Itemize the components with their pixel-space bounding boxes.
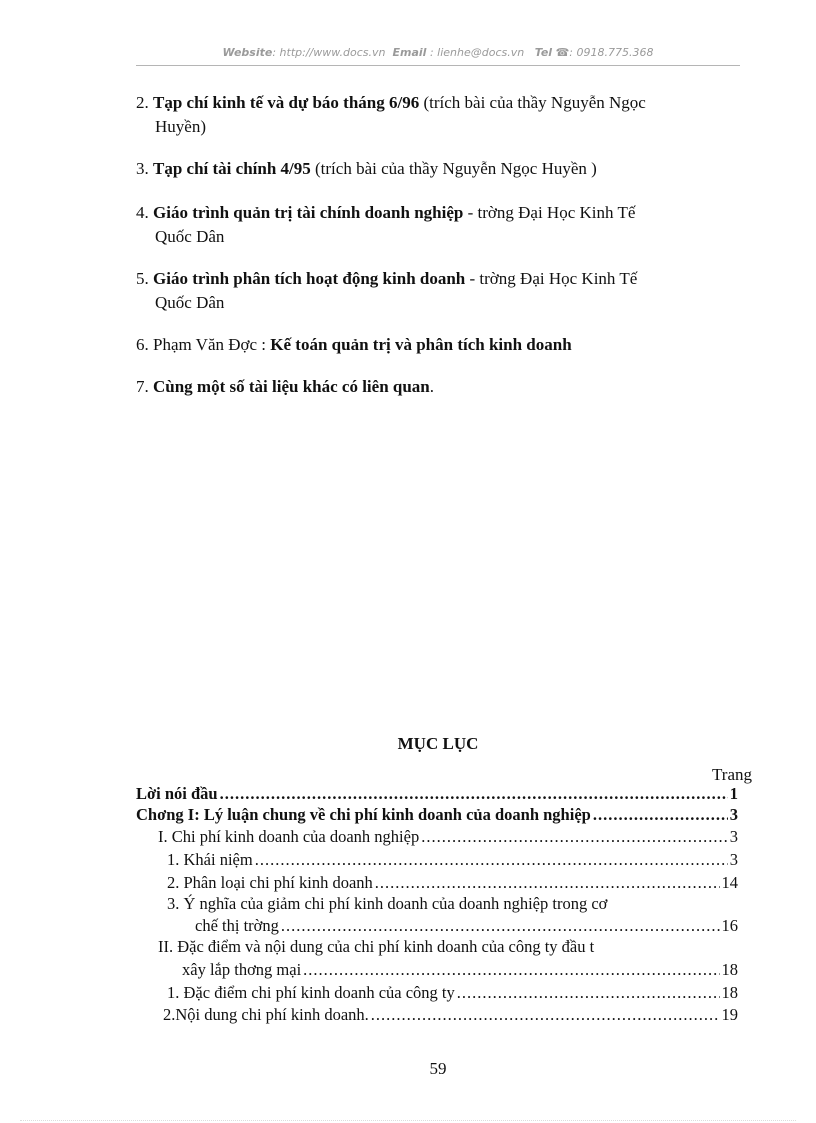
toc-entry[interactable]: xây lắp thơng mại ..... 18: [182, 960, 738, 980]
reference-item: 6. Phạm Văn Đợc : Kế toán quản trị và phân tích kinh doanh: [136, 335, 572, 354]
reference-item: 2. Tạp chí kinh tế và dự báo tháng 6/96 (trích bài của thầy Nguyễn Ngọc Huyền): [136, 93, 646, 136]
toc-page-column-label: Trang: [712, 765, 752, 784]
tel-label: Tel: [534, 46, 553, 59]
reference-item: 7. Cùng một số tài liệu khác có liên quan.: [136, 377, 435, 396]
toc-entry-line[interactable]: II. Đặc điểm và nội dung của chi phí kinh doanh của công ty đầu t: [158, 937, 595, 956]
toc-entry[interactable]: 2.Nội dung chi phí kinh doanh. ..... 19: [163, 1005, 738, 1025]
header-divider: [136, 65, 740, 66]
toc-entry[interactable]: Lời nói đầu ..... 1: [136, 784, 738, 804]
website-value: : http://www.docs.vn: [272, 46, 386, 59]
page-number: 59: [429, 1059, 447, 1078]
reference-item: 4. Giáo trình quản trị tài chính doanh nghiệp - trờng Đại Học Kinh Tế Quốc Dân: [136, 203, 636, 246]
website-label: Website: [222, 46, 273, 59]
tel-value: ☎: 0918.775.368: [555, 46, 654, 59]
reference-item: 3. Tạp chí tài chính 4/95 (trích bài của thầy Nguyễn Ngọc Huyền ): [136, 159, 597, 178]
toc-entry[interactable]: 1. Đặc điểm chi phí kinh doanh của công ty ..... 18: [167, 983, 738, 1003]
toc-entry[interactable]: 1. Khái niệm ..... 3: [167, 850, 738, 870]
footer-divider: [20, 1120, 796, 1121]
email-label: Email: [392, 46, 427, 59]
page-header: [136, 46, 740, 59]
toc-entry-line[interactable]: 3. Ý nghĩa của giảm chi phí kinh doanh của doanh nghiệp trong cơ: [167, 894, 608, 913]
toc-entry[interactable]: 2. Phân loại chi phí kinh doanh ..... 14: [167, 873, 738, 893]
email-value: : lienhe@docs.vn: [429, 46, 525, 59]
toc-entry[interactable]: chế thị trờng ..... 16: [195, 916, 738, 936]
toc-entry[interactable]: I. Chi phí kinh doanh của doanh nghiệp ..... 3: [158, 827, 738, 847]
reference-item: 5. Giáo trình phân tích hoạt động kinh doanh - trờng Đại Học Kinh Tế Quốc Dân: [136, 269, 638, 312]
toc-entry[interactable]: Chơng I: Lý luận chung về chi phí kinh doanh của doanh nghiệp ..... 3: [136, 805, 738, 825]
toc-title: MỤC LỤC: [397, 734, 479, 753]
